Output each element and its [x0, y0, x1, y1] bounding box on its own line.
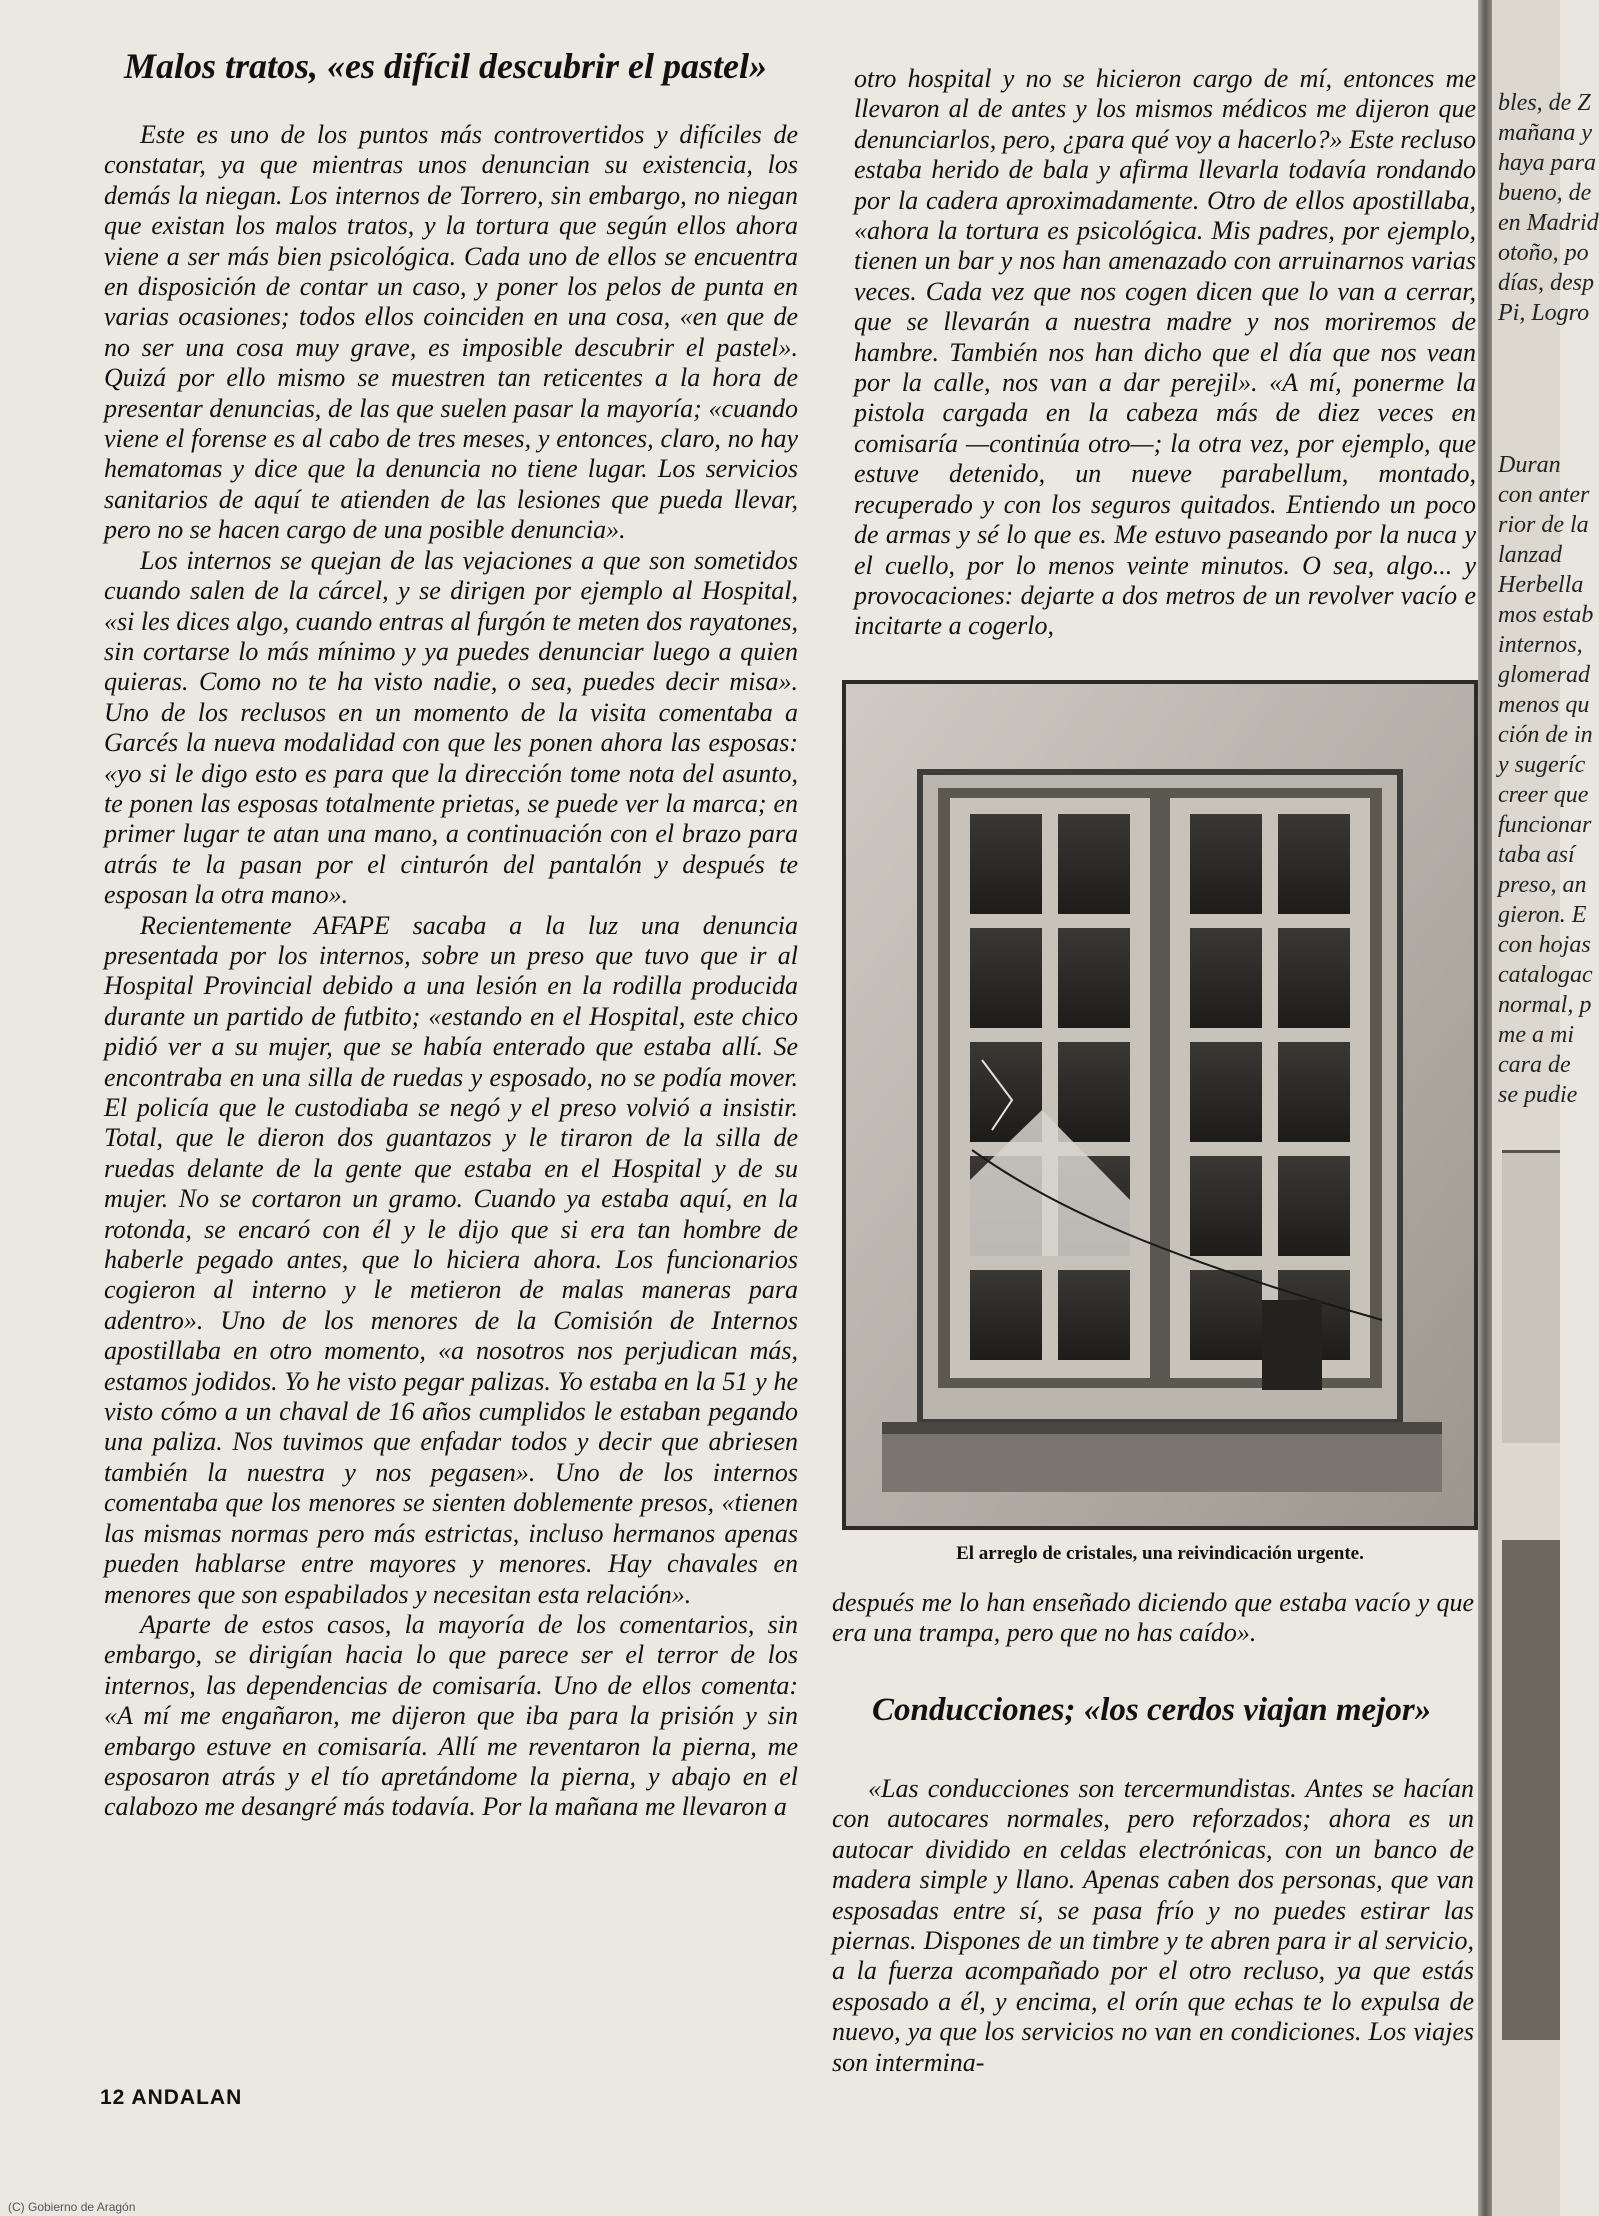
next-page-line: internos, [1498, 632, 1583, 658]
paragraph-intro: Este es uno de los puntos más controvertidos y difíciles de constatar, ya que mientras unos denuncian su existencia, los demás la niegan. Los internos de Torrero, sin embargo, no niegan que existan los malos tratos, y la tortura que según ellos ahora viene a ser más bien psicológica. Cada uno de ellos se encuentra en disposición de contar un caso, y poner los pelos de punta en varias ocasiones; todos ellos coinciden en una cosa, «en que de no ser una cosa muy grave, es imposible descubrir el pastel». Quizá por ello mismo se muestren tan reticentes a la hora de presentar denuncias, de las que suelen pasar la mayoría; «cuando viene el forense es al cabo de tres meses, y entonces, claro, no hay hematomas y dice que la denuncia no tiene lugar. Los servicios sanitarios de aquí te atienden de las lesiones que pueda llevar, pero no se hacen cargo de una posible denuncia». [104, 120, 798, 545]
next-page-line: y sugeríc [1498, 752, 1586, 778]
next-page-line: bles, de Z [1498, 90, 1591, 116]
paragraph-conducciones: «Las conducciones son tercermundistas. Antes se hacían con autocares normales, pero reforzados; ahora es un autocar dividido en celdas electrónicas, con un banco de madera simple y llano. Apenas caben dos personas, que van esposadas entre sí, se pasa frío y no puedes estirar las piernas. Dispones de un timbre y te abren para ir al servicio, a la fuerza acompañado por el otro recluso, ya que estás esposado a él, y encima, el orín que echas te lo expulsa de nuevo, ya que los servicios no van en condiciones. Los viajes son intermina- [832, 1774, 1474, 2077]
paragraph-afape: Recientemente AFAPE sacaba a la luz una denuncia presentada por los internos, sobre un preso que tuvo que ir al Hospital Provincial debido a una lesión en la rodilla producida durante un partido de futbito; «estando en el Hospital, este chico pidió ver a su mujer, que se había enterado que estaba allí. Se encontraba en una silla de ruedas y esposado, no se podía mover. El policía que le custodiaba se negó y el preso volvió a insistir. Total, que le dieron dos guantazos y le tiraron de la silla de ruedas delante de la gente que estaba en el Hospital y de su mujer. No se cortaron un gramo. Cuando ya estaba aquí, en la rotonda, se encaró con él y le dijo que si era tan hombre de haberle pegado antes, que lo hiciera ahora. Los funcionarios cogieron al interno y le metieron de malas maneras para adentro». Uno de los menores de la Comisión de Internos apostillaba en otro momento, «a nosotros nos perjudican más, estamos jodidos. Yo he visto pegar palizas. Yo estaba en la 51 y he visto cómo a un chaval de 16 años cumplidos le estaban pegando una paliza. Nos tuvimos que enfadar todos y decir que abriesen también la nuestra y nos pegasen». Uno de los internos comentaba que los menores se sienten doblemente presos, «tienen las mismas normas pero más estrictas, incluso hermanos apenas pueden hablarse entre mayores y menores. Hay chavales en menores que son espabilados y necesitan esta relación». [104, 910, 798, 1609]
next-page-line: Herbella [1498, 572, 1584, 598]
page-folio: 12 ANDALAN [100, 2086, 243, 2109]
next-page-line: preso, an [1498, 872, 1587, 898]
next-page-line: mañana y [1498, 120, 1592, 146]
next-page-line: con anter [1498, 482, 1590, 508]
next-page-line: rior de la [1498, 512, 1589, 538]
next-page-line: en Madrid [1498, 210, 1599, 236]
next-page-line: haya para [1498, 150, 1596, 176]
conducciones-column [832, 1774, 1474, 2078]
next-page-line: creer que [1498, 782, 1589, 808]
archive-credit: (C) Gobierno de Aragón [8, 2200, 136, 2214]
section-subhead: Conducciones; «los cerdos viajan mejor» [872, 1692, 1432, 1728]
photo-caption: El arreglo de cristales, una reivindicación urgente. [956, 1543, 1364, 1564]
article-left-column [104, 120, 798, 1823]
paragraph-continuation: otro hospital y no se hicieron cargo de mí, entonces me llevaron al de antes y los mismos médicos me dijeron que denunciarlos, pero, ¿para qué voy a hacerlo?» Este recluso estaba herido de bala y afirma llevarla todavía rondando por la cadera aproximadamente. Otro de ellos apostillaba, «ahora la tortura es psicológica. Mis padres, por ejemplo, tienen un bar y nos han amenazado con arruinarnos varias veces. Cada vez que nos cogen dicen que lo van a cerrar, que se llevarán a nuestra madre y nos moriremos de hambre. También nos han dicho que el día que nos vean por la calle, nos van a dar perejil». «A mí, ponerme la pistola cargada en la cabeza más de diez veces en comisaría —continúa otro—; la otra vez, por ejemplo, que estuve detenido, un nueve parabellum, montado, recuperado y con los seguros quitados. Entiendo un poco de armas y sé lo que es. Me estuvo paseando por la nuca y el cuello, por lo menos veinte minutos. O sea, algo... y provocaciones: dejarte a dos metros de un revolver vacío e incitarte a cogerlo, [854, 64, 1476, 641]
article-right-column-top [854, 64, 1476, 642]
next-page-line: lanzad [1498, 542, 1563, 568]
next-page-line: mos estab [1498, 602, 1594, 628]
next-page-line: menos qu [1498, 692, 1590, 718]
next-page-line: taba así [1498, 842, 1575, 868]
next-page-line: glomerad [1498, 662, 1590, 688]
next-page-line: gieron. E [1498, 902, 1587, 928]
next-page-line: días, desp [1498, 270, 1594, 296]
paragraph-comisaria: Aparte de estos casos, la mayoría de los comentarios, sin embargo, se dirigían hacia lo que parece ser el terror de los internos, las dependencias de comisaría. Uno de ellos comenta: «A mí me engañaron, me dijeron que iba para la prisión y sin embargo estuve en comisaría. Allí me reventaron la pierna, me esposaron atrás y el tío apretándome la pierna, y abajo en el calabozo me desangré más todavía. Por la mañana me llevaron a [104, 1609, 798, 1822]
next-page-line: se pudie [1498, 1082, 1578, 1108]
next-page-line: con hojas [1498, 932, 1591, 958]
article-right-column-bottom [832, 1588, 1474, 1649]
page-binding [1478, 0, 1492, 2216]
next-page-line: catalogac [1498, 962, 1593, 988]
window-photo [842, 680, 1478, 1530]
next-page-photo-dark [1502, 1540, 1560, 2040]
next-page-line: bueno, de [1498, 180, 1592, 206]
next-page-line: ción de in [1498, 722, 1593, 748]
next-page-edge [1492, 0, 1599, 2216]
article-headline: Malos tratos, «es difícil descubrir el pastel» [124, 46, 767, 86]
next-page-line: Pi, Logro [1498, 300, 1590, 326]
next-page-line: funcionar [1498, 812, 1592, 838]
next-page-line: Duran [1498, 452, 1561, 478]
next-page-line: otoño, po [1498, 240, 1589, 266]
paragraph-vejaciones: Los internos se quejan de las vejaciones a que son sometidos cuando salen de la cárcel, y se dirigen por ejemplo al Hospital, «si les dices algo, cuando entras al furgón te meten dos rayatones, sin cortarse lo más mínimo y ya puedes denunciar luego a quien quieras. Como no te ha visto nadie, o sea, puedes decir misa». Uno de los reclusos en un momento de la visita comentaba a Garcés la nueva modalidad con que les ponen ahora las esposas: «yo si le digo esto es para que la dirección tome nota del asunto, te ponen las esposas totalmente prietas, se puede ver la marca; en primer lugar te atan una mano, a continuación con el brazo para atrás te la pasan por el cinturón del pantalón y después te esposan la otra mano». [104, 545, 798, 910]
next-page-line: cara de [1498, 1052, 1571, 1078]
window-photo-image [842, 680, 1478, 1530]
next-page-line: normal, p [1498, 992, 1592, 1018]
next-page-photo-light [1502, 1150, 1560, 1443]
next-page-line: me a mi [1498, 1022, 1574, 1048]
paragraph-trampa: después me lo han enseñado diciendo que estaba vacío y que era una trampa, pero que no has caído». [832, 1588, 1474, 1648]
